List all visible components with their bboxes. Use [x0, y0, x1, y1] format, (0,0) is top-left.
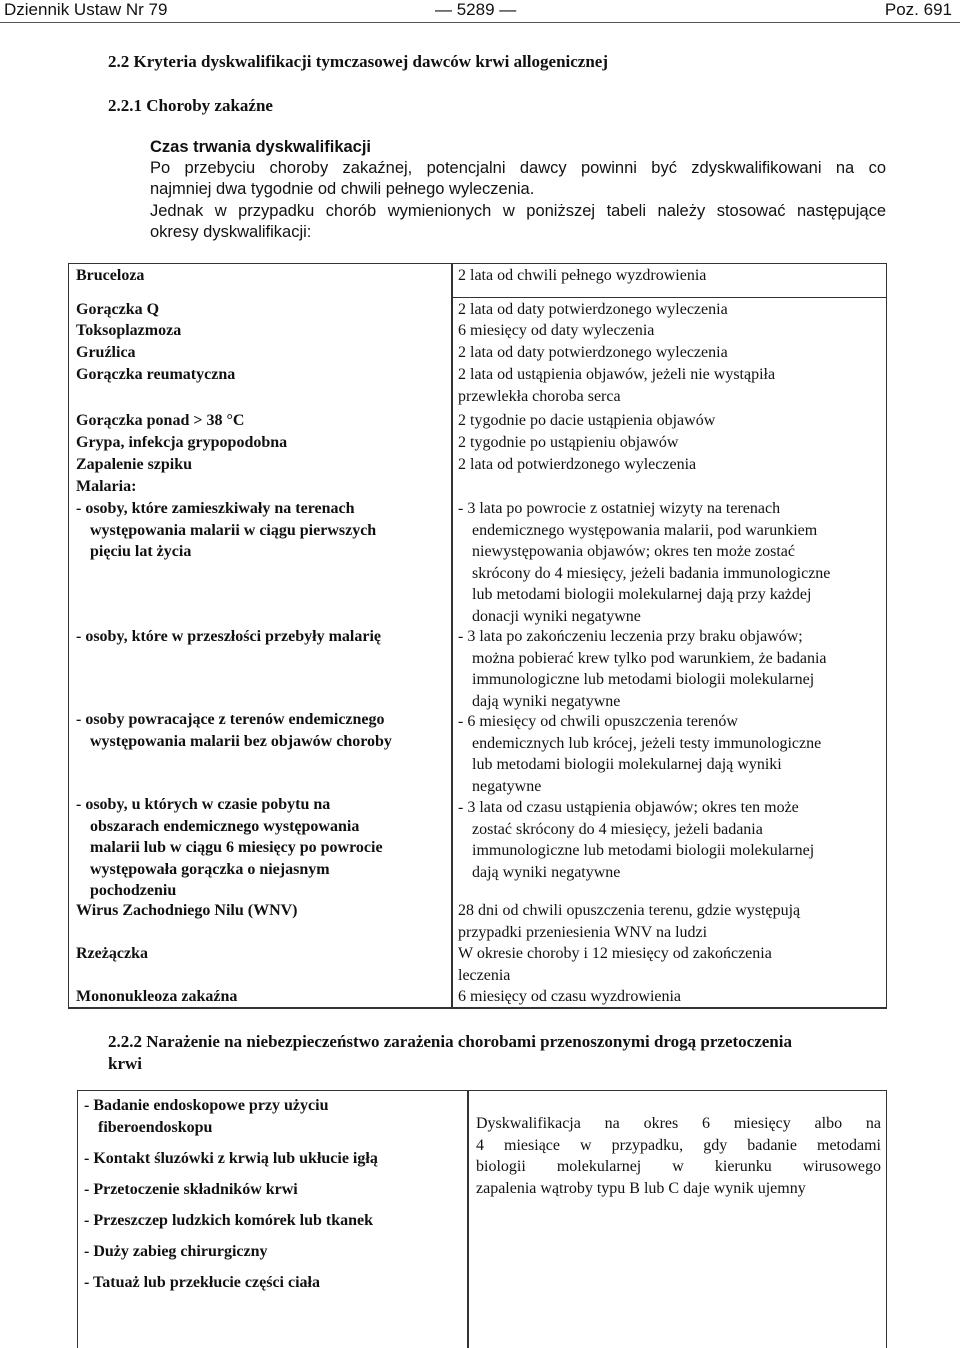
disqualification-period: [458, 498, 830, 627]
malaria-group-line: - osoby, u których w czasie pobytu na: [76, 796, 331, 813]
disease-name: Gorączka reumatyczna: [76, 366, 236, 383]
malaria-group: [76, 794, 383, 902]
period-line: negatywne: [472, 777, 542, 795]
malaria-group-line: obszarach endemicznego występowania: [90, 817, 360, 835]
period-line: endemicznego występowania malarii, pod warunkiem: [472, 521, 818, 539]
period-line: donacji wyniki negatywne: [472, 607, 641, 625]
disqualification-period: [458, 943, 772, 986]
intro-heading: Czas trwania dyskwalifikacji: [150, 138, 372, 156]
disqualification-period: [458, 364, 775, 407]
exposure-disqualification-line: biologii molekularnej w kierunku wirusowego: [476, 1158, 881, 1175]
malaria-group-line: występowania malarii bez objawów choroby: [90, 732, 392, 750]
exposure-item: - Tatuaż lub przekłucie części ciała: [84, 1274, 320, 1291]
period-line: skrócony do 4 miesięcy, jeżeli badania immunologiczne: [472, 564, 831, 582]
intro-line: Po przebyciu choroby zakaźnej, potencjalni dawcy powinni być zdyskwalifikowani na co: [150, 159, 886, 177]
disqualification-period: 2 tygodnie po dacie ustąpienia objawów: [458, 412, 716, 429]
malaria-group: [76, 709, 392, 752]
disease-name: Wirus Zachodniego Nilu (WNV): [76, 902, 298, 919]
exposure-item: - Kontakt śluzówki z krwią lub ukłucie igłą: [84, 1150, 378, 1167]
exposure-item: [84, 1095, 328, 1138]
disqualification-period: [458, 626, 827, 712]
section-2-title-line: 2.2.2 Narażenie na niebezpieczeństwo zarażenia chorobami przenoszonymi drogą przetoczenia: [108, 1032, 792, 1051]
exposure-item: - Przeszczep ludzkich komórek lub tkanek: [84, 1212, 374, 1229]
period-line: niewystępowania objawów; okres ten może zostać: [472, 543, 796, 560]
section-title: 2.2 Kryteria dyskwalifikacji tymczasowej dawców krwi allogenicznej: [108, 52, 608, 71]
disease-name: Grypa, infekcja grypopodobna: [76, 434, 288, 451]
period-line: lub metodami biologii molekularnej dają przy każdej: [472, 586, 812, 603]
exposure-disqualification: [476, 1113, 881, 1199]
exposure-item: - Przetoczenie składników krwi: [84, 1181, 298, 1198]
period-line: leczenia: [458, 966, 511, 984]
period-line: - 3 lata od czasu ustąpienia objawów; okres ten może: [458, 799, 799, 816]
disqualification-period: 2 lata od chwili pełnego wyzdrowienia: [458, 267, 707, 284]
section-2-title-line: krwi: [108, 1054, 142, 1073]
disqualification-period: 2 tygodnie po ustąpieniu objawów: [458, 434, 679, 451]
malaria-group-line: występowania malarii w ciągu pierwszych: [90, 521, 377, 539]
exposure-item-line: - Badanie endoskopowe przy użyciu: [84, 1097, 329, 1114]
period-line: przypadki przeniesienia WNV na ludzi: [458, 923, 708, 941]
exposure-item-line: fiberoendoskopu: [98, 1118, 213, 1136]
position-number: Poz. 691: [884, 0, 952, 19]
malaria-group-line: - osoby, które w przeszłości przebyły malarię: [76, 628, 381, 645]
malaria-group-line: malarii lub w ciągu 6 miesięcy po powrocie: [90, 839, 383, 856]
period-line: przewlekła choroba serca: [458, 387, 621, 405]
exposure-disqualification-line: 4 miesiące w przypadku, gdy badanie metodami: [476, 1136, 881, 1154]
column-divider: [467, 1090, 469, 1348]
disqualification-period: [458, 900, 800, 943]
malaria-group: [76, 498, 376, 563]
malaria-group-line: - osoby, które zamieszkiwały na terenach: [76, 500, 355, 517]
malaria-group-line: pięciu lat życia: [90, 543, 192, 560]
malaria-group: [76, 626, 381, 648]
disqualification-period: 2 lata od daty potwierdzonego wyleczenia: [458, 344, 728, 361]
period-line: lub metodami biologii molekularnej dają wyniki: [472, 756, 782, 773]
period-line: - 6 miesięcy od chwili opuszczenia terenów: [458, 713, 738, 730]
malaria-group-line: pochodzeniu: [90, 882, 177, 899]
disease-name: Zapalenie szpiku: [76, 456, 193, 473]
disease-name: Gorączka Q: [76, 301, 160, 318]
period-line: - 3 lata po powrocie z ostatniej wizyty na terenach: [458, 500, 781, 517]
disqualification-period: 6 miesięcy od daty wyleczenia: [458, 322, 655, 339]
header-rule: [0, 22, 960, 23]
subsection-title: 2.2.1 Choroby zakaźne: [108, 96, 273, 115]
disqualification-period: 2 lata od daty potwierdzonego wyleczenia: [458, 301, 728, 318]
disease-name: Bruceloza: [76, 267, 145, 284]
journal-title: Dziennik Ustaw Nr 79: [4, 0, 168, 19]
period-line: 28 dni od chwili opuszczenia terenu, gdzie występują: [458, 902, 801, 919]
disqualification-period: 2 lata od potwierdzonego wyleczenia: [458, 456, 697, 473]
disqualification-period: [458, 711, 821, 797]
period-line: 2 lata od ustąpienia objawów, jeżeli nie wystąpiła: [458, 366, 776, 383]
malaria-group-line: występowała gorączka o niejasnym: [90, 860, 330, 878]
exposure-disqualification-line: zapalenia wątroby typu B lub C daje wynik ujemny: [476, 1179, 806, 1197]
row-divider: [451, 297, 887, 298]
period-line: zostać skrócony do 4 miesięcy, jeżeli badania: [472, 820, 763, 838]
page-header: [0, 0, 960, 22]
intro-line: Jednak w przypadku chorób wymienionych w poniższej tabeli należy stosować następujące: [150, 202, 886, 220]
disease-name: Mononukleoza zakaźna: [76, 988, 238, 1005]
period-line: immunologiczne lub metodami biologii molekularnej: [472, 671, 815, 688]
section-2-title: [108, 1031, 792, 1075]
disqualification-period: 6 miesięcy od czasu wyzdrowienia: [458, 988, 682, 1005]
disease-name: Toksoplazmoza: [76, 322, 182, 339]
exposure-item: - Duży zabieg chirurgiczny: [84, 1243, 268, 1260]
period-line: można pobierać krew tylko pod warunkiem, że badania: [472, 649, 827, 667]
page-number: — 5289 —: [435, 0, 517, 19]
period-line: dają wyniki negatywne: [472, 863, 621, 881]
period-line: - 3 lata po zakończeniu leczenia przy braku objawów;: [458, 628, 803, 645]
intro-line: najmniej dwa tygodnie od chwili pełnego wyleczenia.: [150, 180, 535, 198]
period-line: W okresie choroby i 12 miesięcy od zakończenia: [458, 945, 772, 962]
disease-name: Gorączka ponad > 38 °C: [76, 412, 245, 429]
period-line: immunologiczne lub metodami biologii molekularnej: [472, 842, 815, 859]
intro-line: okresy dyskwalifikacji:: [150, 223, 312, 241]
period-line: endemicznych lub krócej, jeżeli testy immunologiczne: [472, 734, 822, 752]
malaria-group-line: - osoby powracające z terenów endemicznego: [76, 711, 385, 728]
period-line: dają wyniki negatywne: [472, 692, 621, 710]
disease-name: Gruźlica: [76, 344, 136, 361]
row-divider: [68, 1008, 887, 1009]
column-divider: [451, 263, 453, 1008]
exposure-disqualification-line: Dyskwalifikacja na okres 6 miesięcy albo na: [476, 1115, 881, 1132]
disease-name: Malaria:: [76, 478, 137, 495]
disease-name: Rzeżączka: [76, 945, 148, 962]
disqualification-period: [458, 797, 814, 883]
